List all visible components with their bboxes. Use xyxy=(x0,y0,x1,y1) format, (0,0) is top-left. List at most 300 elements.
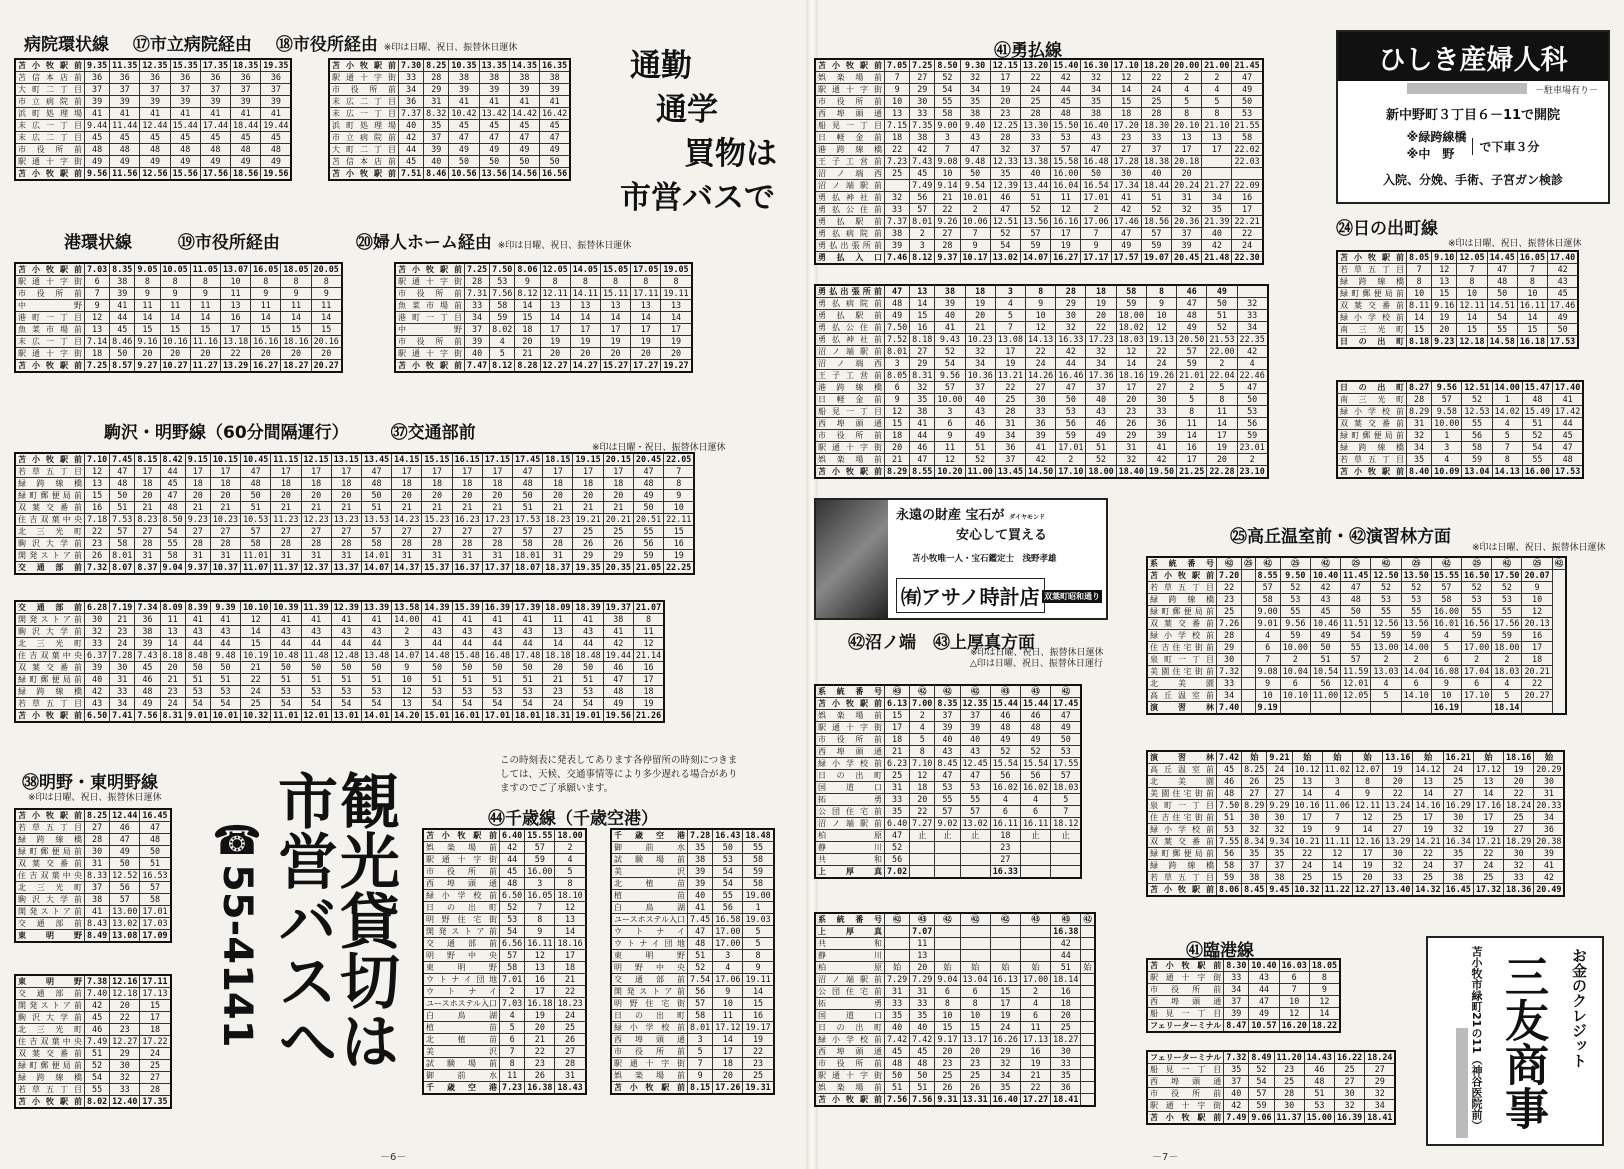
departure-time-cell: 17.22 xyxy=(140,1036,171,1048)
route-17-title: ⑰市立病院経由 xyxy=(132,35,252,55)
departure-time-cell: 48 xyxy=(633,478,663,490)
departure-time-cell: 15 xyxy=(1111,96,1141,108)
departure-time-cell: 44 xyxy=(422,638,452,650)
stop-name-cell: 苫小牧駅前 xyxy=(15,168,85,181)
departure-time-cell: 37 xyxy=(110,84,140,96)
departure-time-cell: 13.58 xyxy=(392,601,422,614)
timetable-row xyxy=(15,562,694,575)
departure-time-cell: 12 xyxy=(1279,1008,1309,1020)
departure-time-cell: 17 xyxy=(301,466,331,478)
departure-time-cell: 18 xyxy=(1086,285,1116,298)
departure-time-cell: 12 xyxy=(525,950,555,962)
departure-time-cell: 20 xyxy=(573,490,603,502)
departure-time-cell: 7.42 xyxy=(885,1034,910,1046)
departure-time-cell: 12 xyxy=(1522,606,1552,618)
departure-time-cell: 9.04 xyxy=(160,562,185,575)
departure-time-cell: 30 xyxy=(1534,776,1565,788)
departure-time-cell: 20.36 xyxy=(1172,216,1202,228)
departure-time-cell: 12.37 xyxy=(301,562,331,575)
timetable-grid xyxy=(1146,958,1341,1033)
departure-time-cell: 45 xyxy=(399,156,424,168)
departure-time-cell: 22 xyxy=(1020,1082,1050,1094)
departure-time-cell: 11.05 xyxy=(190,263,220,276)
departure-time-cell: 50 xyxy=(140,846,171,858)
departure-time-cell: 41 xyxy=(452,614,482,626)
departure-time-cell: 14.32 xyxy=(1413,884,1443,897)
departure-time-cell: 53 xyxy=(713,854,743,866)
departure-time-cell: 7 xyxy=(960,228,990,240)
departure-time-cell xyxy=(1081,986,1095,998)
departure-time-cell: 32 xyxy=(85,626,110,638)
departure-time-cell: 33 xyxy=(1237,310,1268,322)
departure-time-cell: 2 xyxy=(910,228,935,240)
departure-time-cell: 47 xyxy=(110,834,140,846)
timetable-row xyxy=(1147,606,1566,618)
departure-time-cell: 7.40 xyxy=(85,988,110,1000)
departure-time-cell: 16 xyxy=(1020,1046,1050,1058)
timetable-row xyxy=(815,192,1263,204)
departure-time-cell: 31 xyxy=(110,674,135,686)
stop-name-cell: 緑小学校前 xyxy=(1337,312,1407,324)
departure-time-cell: 14.48 xyxy=(422,650,452,662)
timetable-row xyxy=(815,252,1263,265)
departure-time-cell: 27 xyxy=(135,526,160,538)
departure-time-cell: 3 xyxy=(935,406,965,418)
departure-time-cell: 50 xyxy=(1487,288,1517,300)
stop-name-cell: 市役所前 xyxy=(611,1046,688,1058)
departure-time-cell: 8 xyxy=(500,1058,525,1070)
departure-time-cell: 2 xyxy=(1280,654,1310,666)
departure-time-cell: 17.16 xyxy=(1473,800,1503,812)
sanyu-name: 三友商事 xyxy=(1497,954,1548,1130)
departure-time-cell: 13 xyxy=(1432,276,1457,288)
departure-time-cell: 41 xyxy=(509,96,539,108)
departure-time-cell: 9.01 xyxy=(185,710,210,723)
stop-name-cell: 東明野 xyxy=(15,975,85,988)
departure-time-cell: 15 xyxy=(241,638,271,650)
departure-time-cell: 16.01 xyxy=(1431,618,1461,630)
departure-time-cell: 16.35 xyxy=(540,59,571,72)
departure-time-cell: 7.07 xyxy=(910,926,935,938)
departure-time-cell: 32 xyxy=(1086,346,1116,358)
departure-time-cell xyxy=(1020,842,1050,854)
departure-time-cell: 19 xyxy=(1020,1058,1050,1070)
departure-time-cell: 19 xyxy=(1473,824,1503,836)
timetable-row xyxy=(1147,654,1566,666)
timetable-row xyxy=(329,132,570,144)
departure-time-cell: 22.02 xyxy=(1232,144,1263,156)
departure-time-cell xyxy=(1341,702,1371,715)
stop-name-cell: 駅通十字街 xyxy=(1147,972,1224,984)
departure-time-cell: 19 xyxy=(743,1034,774,1046)
departure-time-cell: 7.26 xyxy=(1217,618,1242,630)
departure-time-cell: 32 xyxy=(960,72,990,84)
departure-time-cell: ㊷ xyxy=(1081,913,1095,926)
departure-time-cell: 16.18 xyxy=(1517,336,1547,349)
departure-time-cell: 53 xyxy=(1492,594,1522,606)
departure-time-cell: 7.20 xyxy=(1217,570,1242,582)
departure-time-cell: 15 xyxy=(1322,872,1352,884)
departure-time-cell: 58 xyxy=(743,878,774,890)
timetable-row xyxy=(395,324,692,336)
departure-time-cell: 23 xyxy=(1111,132,1141,144)
stop-name-cell: 交通部前 xyxy=(15,918,85,930)
timetable-grid xyxy=(14,808,172,943)
stop-name-cell: 勇払出張所前 xyxy=(815,240,885,252)
departure-time-cell: 47 xyxy=(633,466,663,478)
departure-time-cell: 58 xyxy=(513,538,543,550)
timetable-row xyxy=(815,346,1268,358)
departure-time-cell: 37 xyxy=(935,710,960,722)
departure-time-cell: 25 xyxy=(603,526,633,538)
departure-time-cell: 16.03 xyxy=(1279,959,1309,972)
departure-time-cell: 48 xyxy=(1217,788,1242,800)
timetable-row xyxy=(423,950,586,962)
timetable-row xyxy=(15,348,342,360)
departure-time-cell: 7.56 xyxy=(910,1094,935,1107)
departure-time-cell: 58 xyxy=(688,1010,713,1022)
departure-time-cell: 8 xyxy=(935,998,960,1010)
departure-time-cell: 48 xyxy=(231,144,261,156)
departure-time-cell xyxy=(1081,1010,1095,1022)
departure-time-cell: 58 xyxy=(140,894,171,906)
departure-time-cell: 5 xyxy=(743,926,774,938)
departure-time-cell: 1 xyxy=(1492,394,1522,406)
departure-time-cell: 23 xyxy=(960,1058,990,1070)
departure-time-cell: 18.14 xyxy=(1051,974,1081,986)
departure-time-cell: 13 xyxy=(910,950,935,962)
departure-time-cell: 41 xyxy=(573,614,603,626)
stop-name-cell: 日の出町 xyxy=(815,770,885,782)
timetable-row xyxy=(815,442,1268,454)
departure-time-cell: 8.34 xyxy=(1242,836,1267,848)
timetable-row xyxy=(815,59,1263,72)
departure-time-cell: 50 xyxy=(1548,324,1579,336)
stop-name-cell: ウトナイ xyxy=(611,926,688,938)
departure-time-cell: 14 xyxy=(555,926,586,938)
departure-time-cell: 10.27 xyxy=(160,360,190,373)
stop-name-cell: 娯楽場前 xyxy=(815,454,885,466)
timetable-row xyxy=(1337,454,1583,466)
departure-time-cell: 8.40 xyxy=(1407,466,1432,479)
departure-time-cell: 9.40 xyxy=(960,120,990,132)
departure-time-cell: ㉕ xyxy=(1401,557,1431,570)
departure-time-cell: 34 xyxy=(1237,322,1268,334)
departure-time-cell: 9.19 xyxy=(1255,702,1280,715)
departure-time-cell: 11 xyxy=(500,1070,525,1082)
departure-time-cell: 49 xyxy=(200,156,230,168)
departure-time-cell: 57 xyxy=(1051,770,1082,782)
departure-time-cell: 14 xyxy=(515,300,540,312)
departure-time-cell: 52 xyxy=(1462,582,1492,594)
departure-time-cell: 45 xyxy=(910,168,935,180)
departure-time-cell xyxy=(1051,854,1082,866)
departure-time-cell: 16.50 xyxy=(1462,570,1492,582)
departure-time-cell: 53 xyxy=(500,914,525,926)
timetable-grid xyxy=(610,828,775,1095)
departure-time-cell: 9.35 xyxy=(85,59,110,72)
departure-time-cell: 18.37 xyxy=(543,562,573,575)
departure-time-cell: 20.05 xyxy=(311,263,342,276)
departure-time-cell: 39 xyxy=(85,662,110,674)
departure-time-cell: 20 xyxy=(110,1000,140,1012)
departure-time-cell xyxy=(1202,168,1232,180)
departure-time-cell: 18 xyxy=(1051,998,1081,1010)
departure-time-cell: 15.50 xyxy=(1051,120,1081,132)
departure-time-cell: 55 xyxy=(1401,606,1431,618)
departure-time-cell: 14 xyxy=(1111,84,1141,96)
timetable-row xyxy=(611,1046,774,1058)
departure-time-cell: 54 xyxy=(361,698,391,710)
departure-time-cell xyxy=(990,926,1020,938)
departure-time-cell: 14.11 xyxy=(570,288,600,300)
departure-time-cell: 8.46 xyxy=(424,168,449,181)
departure-time-cell: 59 xyxy=(1462,630,1492,642)
departure-time-cell: 11.48 xyxy=(301,650,331,662)
departure-time-cell: 10.35 xyxy=(449,59,479,72)
departure-time-cell: 17.46 xyxy=(1111,216,1141,228)
departure-time-cell xyxy=(1081,926,1095,938)
stop-name-cell: 東明野 xyxy=(15,930,85,943)
departure-time-cell: 止 xyxy=(910,830,935,842)
departure-time-cell: 21.55 xyxy=(1232,120,1263,132)
departure-time-cell: 49 xyxy=(1086,430,1116,442)
departure-time-cell: 41 xyxy=(422,614,452,626)
departure-time-cell: 17 xyxy=(603,466,633,478)
stop-name-cell: 駅通十字街 xyxy=(329,72,399,84)
departure-time-cell: 20.18 xyxy=(1172,156,1202,168)
route-25-note: ※印は日曜、祝日、振替休日運休 xyxy=(1472,543,1606,553)
charter-slogan xyxy=(330,770,400,1150)
stop-name-cell: 拓勇 xyxy=(815,794,885,806)
departure-time-cell: 13.56 xyxy=(1020,216,1050,228)
timetable-row xyxy=(423,914,586,926)
departure-time-cell: 7.47 xyxy=(465,360,490,373)
departure-time-cell: 22 xyxy=(555,986,586,998)
departure-time-cell: 16 xyxy=(1232,192,1263,204)
departure-time-cell: 48 xyxy=(1304,1076,1334,1088)
stop-name-cell: 市役所前 xyxy=(329,84,399,96)
stop-name-cell: 北三光町 xyxy=(15,526,85,538)
timetable-row xyxy=(15,538,694,550)
departure-time-cell: 28 xyxy=(482,538,512,550)
departure-time-cell: 33 xyxy=(1504,872,1534,884)
departure-time-cell: 33 xyxy=(399,72,424,84)
departure-time-cell: 8.25 xyxy=(424,59,449,72)
departure-time-cell: 17.17 xyxy=(1081,252,1111,265)
departure-time-cell: 20 xyxy=(482,490,512,502)
departure-time-cell: 17.28 xyxy=(1111,156,1141,168)
departure-time-cell: 41 xyxy=(479,96,509,108)
departure-time-cell: 9.43 xyxy=(935,334,965,346)
departure-time-cell: 13 xyxy=(600,300,630,312)
stop-name-cell: 港町一丁目 xyxy=(395,312,465,324)
stop-name-cell: 緑町郵便局前 xyxy=(1147,848,1217,860)
stop-name-cell: 大町二丁目 xyxy=(15,84,85,96)
departure-time-cell: 38 xyxy=(509,72,539,84)
departure-time-cell: 18.16 xyxy=(1116,370,1146,382)
departure-time-cell: 49 xyxy=(509,144,539,156)
departure-time-cell: 6 xyxy=(1279,972,1309,984)
departure-time-cell: 53 xyxy=(361,686,391,698)
departure-time-cell: 57 xyxy=(110,894,140,906)
stop-name-cell: 日の出町 xyxy=(423,902,500,914)
departure-time-cell: 17 xyxy=(631,324,661,336)
departure-time-cell: 12.25 xyxy=(990,120,1020,132)
departure-time-cell: 15.55 xyxy=(1431,570,1461,582)
departure-time-cell: 6 xyxy=(500,1034,525,1046)
departure-time-cell: 24 xyxy=(1292,860,1322,872)
stop-name-cell: 緑町郵便局前 xyxy=(15,846,85,858)
departure-time-cell: ㊷ xyxy=(910,685,935,698)
departure-time-cell: 16.05 xyxy=(251,263,281,276)
departure-time-cell: 32 xyxy=(1242,824,1267,836)
departure-time-cell: 21.07 xyxy=(633,601,664,614)
departure-time-cell: 31 xyxy=(910,986,935,998)
departure-time-cell: 40 xyxy=(688,890,713,902)
departure-time-cell: 20 xyxy=(885,442,910,454)
departure-time-cell: 10 xyxy=(1517,288,1547,300)
departure-time-cell: 43 xyxy=(482,626,512,638)
departure-time-cell: 4 xyxy=(1255,630,1280,642)
timetable-row xyxy=(329,120,570,132)
departure-time-cell: 52 xyxy=(85,1060,110,1072)
departure-time-cell: 10 xyxy=(1431,690,1461,702)
departure-time-cell: 13.15 xyxy=(331,453,361,466)
departure-time-cell: 50 xyxy=(422,662,452,674)
stop-name-cell: 系統番号 xyxy=(815,913,885,926)
departure-time-cell: 54 xyxy=(1341,630,1371,642)
departure-time-cell: 21.48 xyxy=(1202,252,1232,265)
stop-name-cell: 船見一丁目 xyxy=(1147,1064,1224,1076)
departure-time-cell: 9 xyxy=(960,240,990,252)
timetable-row xyxy=(1147,824,1564,836)
departure-time-cell: 20 xyxy=(135,348,160,360)
departure-time-cell: 17.35 xyxy=(140,1096,171,1109)
departure-time-cell: 5 xyxy=(1371,690,1401,702)
departure-time-cell: 8.12 xyxy=(490,360,515,373)
departure-time-cell: 23 xyxy=(110,1024,140,1036)
departure-time-cell xyxy=(1051,842,1082,854)
timetable-row xyxy=(1147,1100,1395,1112)
departure-time-cell: 49 xyxy=(1310,630,1340,642)
departure-time-cell: 27 xyxy=(1383,824,1413,836)
departure-time-cell: 7 xyxy=(525,902,555,914)
departure-time-cell: 52 xyxy=(1249,1064,1274,1076)
departure-time-cell: 22 xyxy=(1413,848,1443,860)
departure-time-cell: 20 xyxy=(452,490,482,502)
timetable-row xyxy=(815,322,1268,334)
stop-name-cell: 市役所前 xyxy=(15,288,85,300)
departure-time-cell: 13.56 xyxy=(479,168,509,181)
departure-time-cell: 47 xyxy=(140,822,171,834)
departure-time-cell: 35 xyxy=(1443,848,1473,860)
departure-time-cell: 13.04 xyxy=(960,974,990,986)
departure-time-cell: 17 xyxy=(573,466,603,478)
departure-time-cell: 始 xyxy=(1292,751,1322,764)
departure-time-cell: 48 xyxy=(110,144,140,156)
departure-time-cell xyxy=(910,866,935,879)
stop-name-cell: 西埠頭通 xyxy=(815,1046,885,1058)
departure-time-cell: 18 xyxy=(543,478,573,490)
departure-time-cell xyxy=(990,938,1020,950)
departure-time-cell: 12 xyxy=(1051,204,1081,216)
departure-time-cell: 16.08 xyxy=(1431,666,1461,678)
departure-time-cell: 32 xyxy=(1081,72,1111,84)
departure-time-cell: 9 xyxy=(1522,582,1552,594)
timetable-20 xyxy=(394,262,693,373)
departure-time-cell: 8.29 xyxy=(885,466,910,479)
departure-time-cell: 43 xyxy=(361,626,391,638)
departure-time-cell: 17.45 xyxy=(1051,698,1082,710)
departure-time-cell: 50 xyxy=(509,156,539,168)
departure-time-cell: ㊷ xyxy=(990,913,1020,926)
departure-time-cell: 11 xyxy=(311,300,342,312)
departure-time-cell: 50 xyxy=(1341,606,1371,618)
departure-time-cell: 41 xyxy=(210,614,240,626)
departure-time-cell: 16.00 xyxy=(525,866,555,878)
departure-time-cell: 48 xyxy=(500,878,525,890)
departure-time-cell: 10 xyxy=(935,1010,960,1022)
departure-time-cell: 34 xyxy=(995,430,1025,442)
departure-time-cell: 52 xyxy=(885,842,910,854)
stop-name-cell: 西埠頭通 xyxy=(611,1034,688,1046)
departure-time-cell: 53 xyxy=(1051,132,1081,144)
departure-time-cell: 32 xyxy=(1334,1100,1364,1112)
departure-time-cell: 22.05 xyxy=(664,453,695,466)
stop-name-cell: 苫小牧駅前 xyxy=(1147,959,1224,972)
departure-time-cell: 14.56 xyxy=(509,168,539,181)
departure-time-cell: 24 xyxy=(1443,764,1473,776)
departure-time-cell: 14 xyxy=(713,1034,743,1046)
departure-time-cell: 53 xyxy=(1232,108,1263,120)
timetable-grid xyxy=(1146,1050,1396,1125)
departure-time-cell: 17 xyxy=(220,324,250,336)
departure-time-cell: 56 xyxy=(1310,678,1340,690)
departure-time-cell: 10.23 xyxy=(210,514,240,526)
departure-time-cell: 10.54 xyxy=(1310,666,1340,678)
departure-time-cell: 12.11 xyxy=(540,288,570,300)
stop-name-cell: 西埠頭通 xyxy=(815,418,885,430)
departure-time-cell: 17.23 xyxy=(1086,334,1116,346)
departure-time-cell: 5 xyxy=(1207,382,1237,394)
departure-time-cell: 7.05 xyxy=(885,59,910,72)
timetable-row xyxy=(15,526,694,538)
departure-time-cell: 11 xyxy=(190,300,220,312)
departure-time-cell: 19.05 xyxy=(661,263,692,276)
departure-time-cell: 49 xyxy=(1111,240,1141,252)
departure-time-cell: 始 xyxy=(960,962,990,974)
departure-time-cell: 33 xyxy=(910,108,935,120)
departure-time-cell: 18 xyxy=(885,430,910,442)
departure-time-cell: 35 xyxy=(1081,96,1111,108)
departure-time-cell: 14.35 xyxy=(509,59,539,72)
departure-time-cell: 15.35 xyxy=(170,59,200,72)
stop-name-cell: 苫小牧駅前 xyxy=(1147,884,1217,897)
departure-time-cell: 38 xyxy=(910,132,935,144)
timetable-grid xyxy=(14,58,292,181)
departure-time-cell: 16.29 xyxy=(1443,800,1473,812)
departure-time-cell: 8.18 xyxy=(160,650,185,662)
port-loop-heading xyxy=(64,228,631,253)
departure-time-cell: 7.32 xyxy=(85,562,110,575)
stop-name-cell: 駅通十字街 xyxy=(15,156,85,168)
departure-time-cell: 39 xyxy=(110,288,135,300)
departure-time-cell: 52 xyxy=(1207,322,1237,334)
departure-time-cell: 22 xyxy=(935,204,960,216)
departure-time-cell: 13 xyxy=(631,300,661,312)
departure-time-cell: 18 xyxy=(603,478,633,490)
